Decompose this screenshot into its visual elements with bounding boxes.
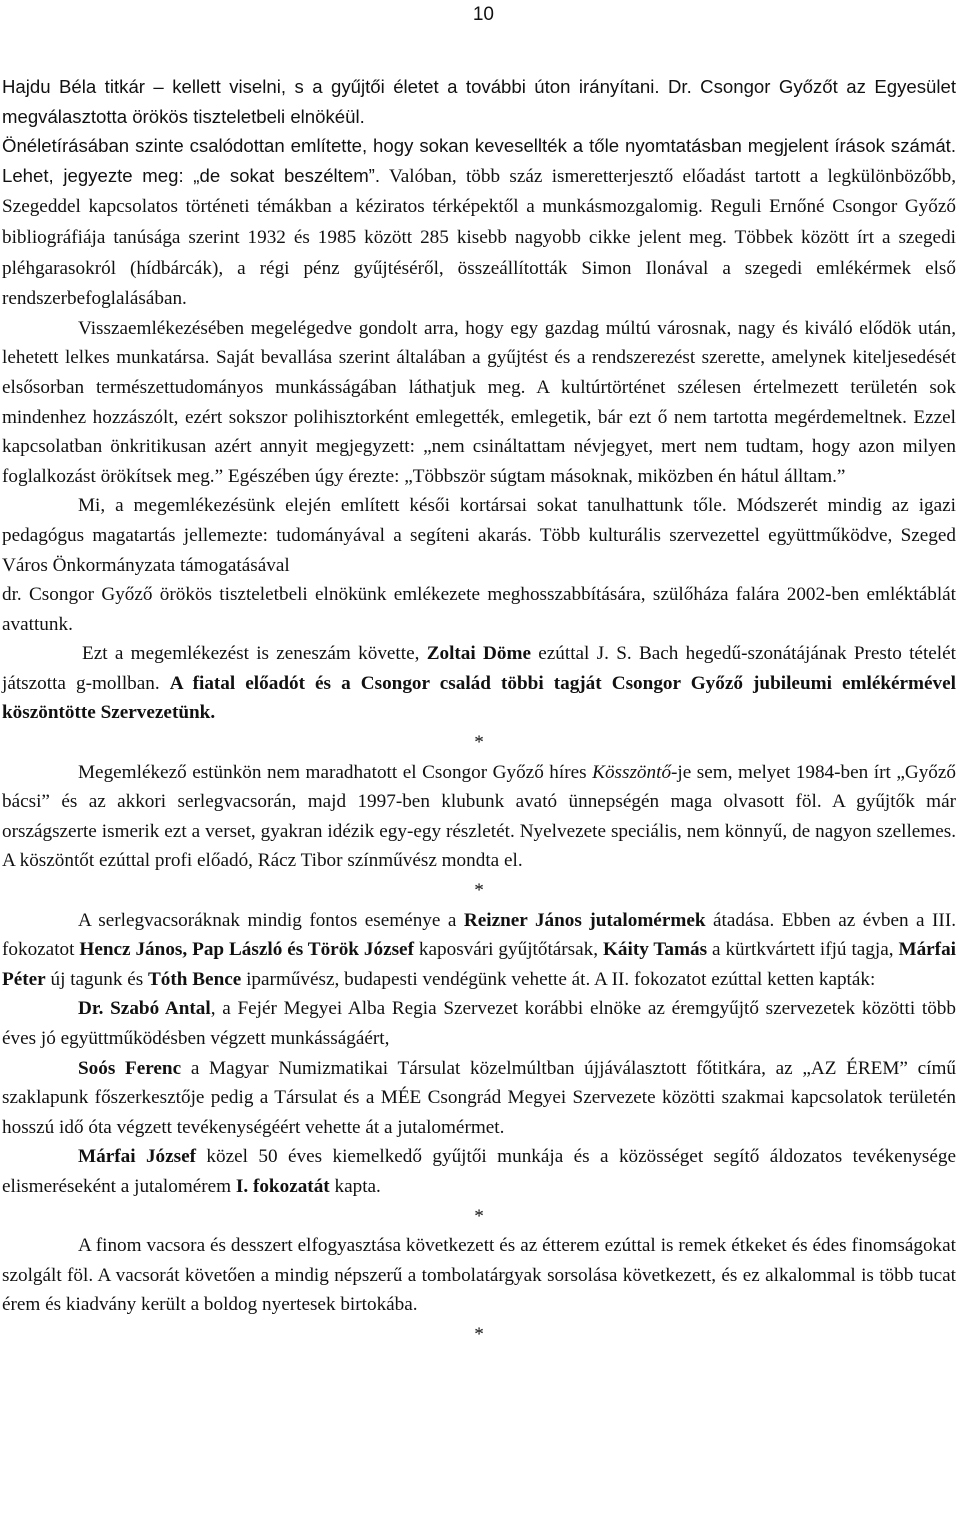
- p9-text: a Magyar Numizmatikai Társulat közelmúltban újjáválasztott főtitkára, az „AZ ÉREM” című szaklapunk főszerkesztője pedig a Társulat és a MÉE Csongrád Megyei Szervezete közötti szakmai kapcsolatok területén hosszú idő óta végzett tevékenységéért vehette át a jutalomérmet.: [2, 1057, 956, 1138]
- p9-bold-name: Soós Ferenc: [78, 1057, 182, 1079]
- p10-text-b: közel 50 éves kiemelkedő gyűjtői munkája és a közösséget segítő áldozatos tevékenysége elismeréseként a jutalomérem: [2, 1146, 956, 1197]
- p7-text-c: átadása. Ebben az évben a III. fokozatot: [2, 909, 957, 961]
- paragraph-6: [2, 758, 956, 876]
- paragraph-4: Mi, a megemlékezésünk elején említett késői kortársai sokat tanulhattunk tőle. Módszerét mindig az igazi pedagógus magatartás jellemezte: tudományával a segíteni akarás. Több kulturális szervezettel együttműködve, Szeged Város Önkormányzata támogatásával: [2, 495, 956, 576]
- document-body: [2, 72, 956, 1350]
- paragraph-8: [2, 994, 956, 1053]
- p7-bold-a: Reizner János jutalomérmek: [463, 909, 706, 931]
- paragraph-2: [2, 131, 956, 314]
- p7-bold-marfai: Márfai Péter: [2, 939, 956, 990]
- p8-text: , a Fejér Megyei Alba Regia Szervezet korábbi elnöke az éremgyűjtő szervezetek közötti több éves jó együttműködésben végzett munkásságáért,: [2, 998, 956, 1049]
- p5-text-c: ezúttal J. S. Bach hegedű-szonátájának Presto tételét játszotta g-mollban.: [2, 643, 956, 694]
- p7-text-i: új tagunk és: [45, 968, 148, 990]
- p7-bold-kaity: Káity Tamás: [602, 939, 708, 961]
- paragraph-10: [2, 1142, 956, 1201]
- p7-text-k: iparművész, budapesti vendégünk vehette át. A II. fokozatot ezúttal ketten kapták:: [241, 968, 876, 990]
- paragraph-7: [2, 906, 956, 995]
- p10-bold-name: Márfai József: [78, 1146, 197, 1168]
- section-separator-3: *: [474, 1205, 484, 1227]
- p6-text-c: -je sem, melyet 1984-ben írt „Győző bácsi” és az akkori serlegvacsorán, majd 1997-ben klubunk avató ünnepségén maga olvasott föl. A gyűjtők már országszerte ismerik ezt a verset, gyakran idézik egy-egy részletét. Nyelvezete speciális, nem könnyű, de nagyon szellemes. A köszöntőt ezúttal profi előadó, Rácz Tibor színművész mondta el.: [2, 761, 956, 872]
- paragraph-2-serif: Valóban, több száz ismeretterjesztő előadást tartott a legkülönbözőbb, Szegeddel kapcsolatos történeti témákban a kéziratos térképektől a munkásmozgalomig. Reguli Ernőné Csongor Győző bibliográfiája tanúsága szerint 1932 és 1985 között 285 kisebb nagyobb cikke jelent meg. Többek között írt a szegedi pléhgarasokról (hídbárcák), a régi pénz gyűjtéséről, összeállították Simon Ilonával a szegedi emlékérmek első rendszerbefoglalásában.: [2, 165, 956, 310]
- p7-text-g: a kürtkvártett ifjú tagja,: [707, 939, 899, 961]
- p10-text-d: kapta.: [329, 1175, 381, 1197]
- page-number: 10: [472, 4, 494, 25]
- p5-text-a: Ezt a megemlékezést is zeneszám követte,: [82, 643, 427, 665]
- paragraph-11: A finom vacsora és desszert elfogyasztása következett és az étterem ezúttal is remek étkeket és édes finomságokat szolgált föl. A vacsorát követően a mindig népszerű a tombolatárgyak sorsolása következett, és ez alkalommal is több tucat érem és kiadvány került a boldog nyertesek birtokába.: [2, 1235, 956, 1316]
- p7-bold-names: Hencz János, Pap László és Török József: [79, 939, 414, 961]
- paragraph-4b: dr. Csongor Győző örökös tiszteletbeli elnökünk emlékezete meghosszabbítására, szülőháza falára 2002-ben emléktáblát avattunk.: [2, 584, 956, 635]
- paragraph-2-sans: Önéletírásában szinte csalódottan említette, hogy sokan kevesellték a tőle nyomtatásban megjelent írások számát. Lehet, jegyezte meg: „de sokat beszéltem”.: [2, 135, 956, 186]
- paragraph-5: [2, 639, 956, 728]
- p10-bold-degree: I. fokozatát: [235, 1175, 330, 1197]
- paragraph-3: Visszaemlékezésében megelégedve gondolt arra, hogy egy gazdag múltú városnak, nagy és kiváló elődök után, lehetett lelkes munkatársa. Saját bevallása szerint általában a gyűjtést és a rendszerezést szerette, amelynek kiteljesedését elsősorban természettudományos munkásságában láthatjuk meg. A kultúrtörténet szélesen értelmezett területén sok mindenhez hozzászólt, ezért sokszor polihisztorként emlegették, emlegetik, bár ezt ő nem tartotta megérdemeltnek. Ezzel kapcsolatban önkritikusan azért annyit megjegyzett: „nem csináltattam névjegyet, mert nem tudtam, hogy azon milyen foglalkozást örökítsek meg.” Egészében úgy érezte: „Többször súgtam másoknak, miközben én hátul álltam.”: [2, 317, 956, 487]
- p5-bold-sentence: A fiatal előadót és a Csongor család többi tagját Csongor Győző jubileumi emlékérmével köszöntötte Szervezetünk.: [2, 672, 956, 724]
- paragraph-9: [2, 1054, 956, 1143]
- p8-bold-name: Dr. Szabó Antal: [78, 998, 211, 1020]
- p5-bold-name: Zoltai Döme: [426, 643, 531, 665]
- section-separator-4: *: [474, 1323, 484, 1345]
- p7-text-e: kaposvári gyűjtőtársak,: [413, 939, 603, 961]
- p7-bold-toth: Tóth Bence: [148, 968, 242, 990]
- p6-text-a: Megemlékező estünkön nem maradhatott el Csongor Győző híres: [78, 761, 593, 783]
- p7-text-a: A serlegvacsoráknak mindig fontos eseménye a: [78, 909, 464, 931]
- paragraph-1: Hajdu Béla titkár – kellett viselni, s a gyűjtői életet a további úton irányítani. Dr. Csongor Győzőt az Egyesület megválasztotta örökös tiszteletbeli elnökéül.: [2, 76, 956, 127]
- section-separator-2: *: [474, 880, 484, 902]
- section-separator-1: *: [474, 732, 484, 754]
- p6-italic-title: Kösszöntő: [592, 761, 672, 783]
